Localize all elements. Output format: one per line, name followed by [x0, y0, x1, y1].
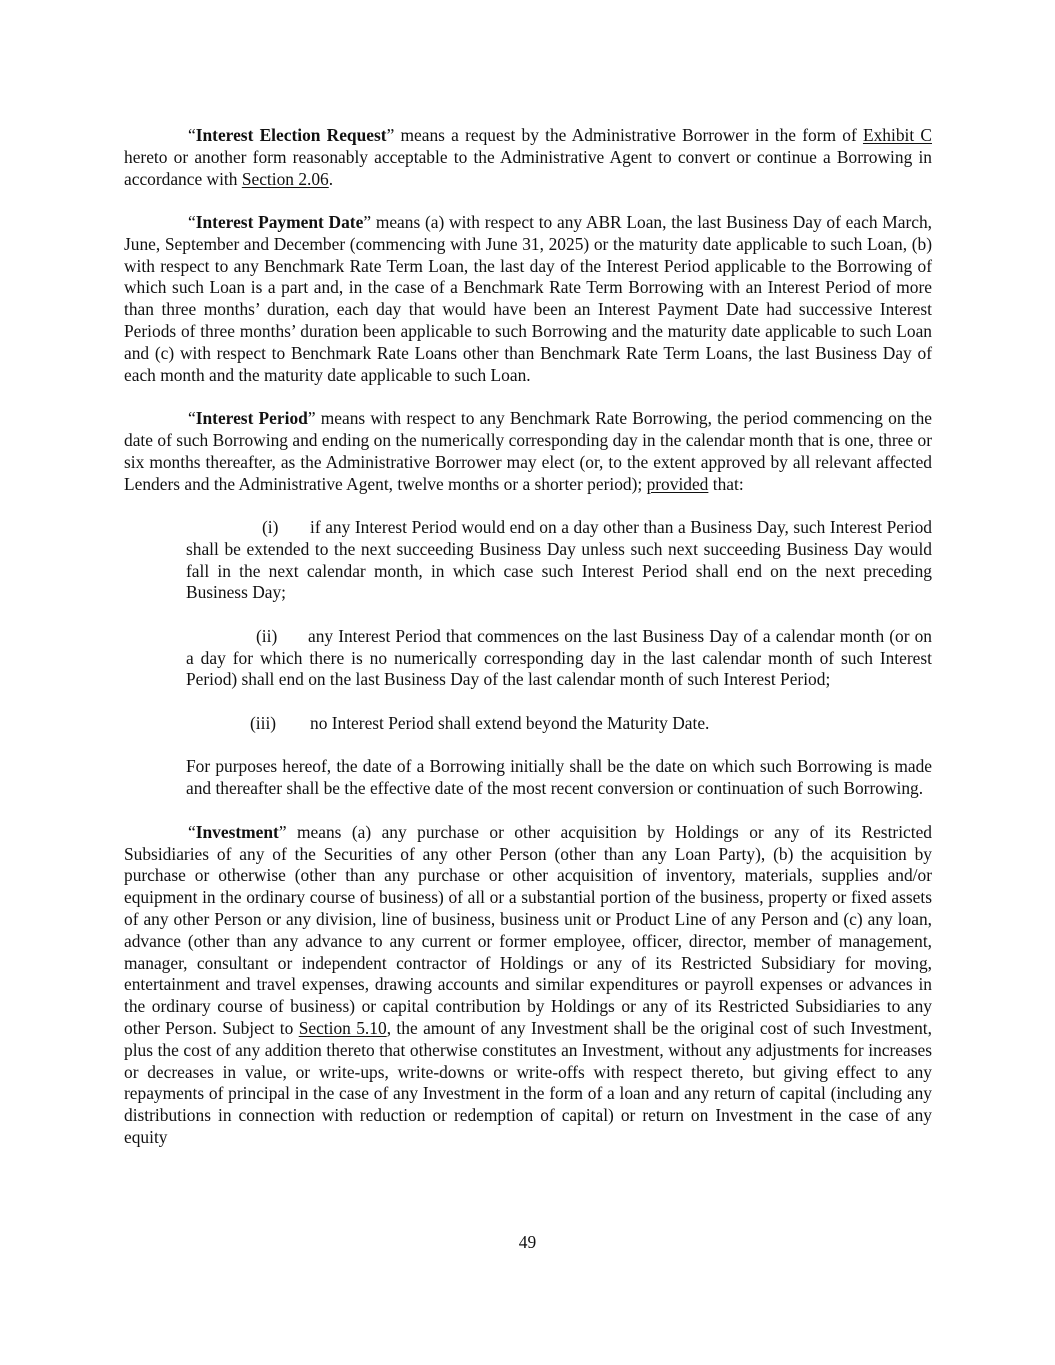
- clause-ii: [186, 626, 932, 691]
- clause-number: (ii): [256, 625, 278, 646]
- definition-investment: “Investment” means (a) any purchase or other acquisition by Holdings or any of its Restricted Subsidiaries of any of the Securities of any other Person (other than any Loan Party), (b) the acquisition by purchase or otherwise (other than any purchase or other acquisition of inventory, materials, supplies and/or equipment in the ordinary course of business) of all or a substantial portion of the business, property or fixed assets of any other Person or any division, line of business, business unit or Product Line of any Person and (c) any loan, advance (other than any advance to any current or former employee, officer, director, member of management, manager, consultant or independent contractor of Holdings or any of its Restricted Subsidiary for moving, entertainment and travel expenses, drawing accounts and similar expenditures or payroll expenses or advances in the ordinary course of business) or capital contribution by Holdings or any of its Restricted Subsidiaries to any other Person. Subject to Section 5.10, the amount of any Investment shall be the original cost of such Investment, plus the cost of any addition thereto that otherwise constitutes an Investment, without any adjustments for increases or decreases in value, or write-ups, write-downs or write-offs with respect thereto, but giving effect to any repayments of principal in the case of any Investment in the form of a loan and any return of capital (including any distributions in connection with reduction or redemption of capital) or return on Investment in the case of any equity: [124, 821, 932, 1147]
- clause-number: (iii): [250, 712, 277, 733]
- definition-interest-election-request: “Interest Election Request” means a request by the Administrative Borrower in the form of Exhibit C hereto or another form reasonably acceptable to the Administrative Agent to convert or continue a Borrowing in accordance with Section 2.06.: [124, 125, 932, 189]
- clause-iii: [186, 713, 932, 735]
- defined-term: Interest Payment Date: [195, 212, 364, 233]
- clause-i: [186, 517, 932, 604]
- defined-term: Interest Period: [195, 408, 308, 429]
- exhibit-c-reference: Exhibit C: [862, 125, 932, 145]
- clause-text: if any Interest Period would end on a day other than a Business Day, such Interest Period shall be extended to the next succeeding Business Day unless such next succeeding Business Day would fall in the next calendar month, in which case such Interest Period shall end on the next preceding Business Day;: [186, 517, 932, 603]
- definition-interest-period: “Interest Period” means with respect to any Benchmark Rate Borrowing, the period commencing on the date of such Borrowing and ending on the numerically corresponding day in the calendar month that is one, three or six months thereafter, as the Administrative Borrower may elect (or, to the extent approved by all relevant affected Lenders and the Administrative Agent, twelve months or a shorter period); provided that:: [124, 408, 932, 494]
- section-5-10-reference: Section 5.10: [298, 1017, 387, 1038]
- defined-term: Investment: [195, 821, 279, 842]
- clause-number: (i): [262, 517, 279, 538]
- section-2-06-reference: Section 2.06: [241, 168, 329, 189]
- interest-period-closing-paragraph: For purposes hereof, the date of a Borrowing initially shall be the date on which such Borrowing is made and thereafter shall be the effective date of the most recent conversion or continuation of such Borrowing.: [186, 756, 932, 799]
- definition-interest-payment-date: “Interest Payment Date” means (a) with respect to any ABR Loan, the last Business Day of each March, June, September and December (commencing with June 31, 2025) or the maturity date applicable to such Loan, (b) with respect to any Benchmark Rate Term Loan, the last day of the Interest Period applicable to the Borrowing of which such Loan is a part and, in the case of a Benchmark Rate Term Borrowing with an Interest Period of more than three months’ duration, each day that would have been an Interest Payment Date had successive Interest Periods of three months’ duration been applicable to such Borrowing and the maturity date applicable to such Loan and (c) with respect to Benchmark Rate Loans other than Benchmark Rate Term Loans, the last Business Day of each month and the maturity date applicable to such Loan.: [124, 212, 933, 385]
- page-number: 49: [518, 1232, 537, 1252]
- defined-term: Interest Election Request: [195, 125, 387, 145]
- provided-reference: provided: [646, 473, 709, 494]
- document-page: [124, 125, 932, 1170]
- clause-text: any Interest Period that commences on the last Business Day of a calendar month (or on a day for which there is no numerically corresponding day in the last calendar month of such Interest Period) shall end on the last Business Day of the last calendar month of such Interest Period;: [186, 625, 932, 690]
- clause-text: no Interest Period shall extend beyond the Maturity Date.: [310, 712, 710, 733]
